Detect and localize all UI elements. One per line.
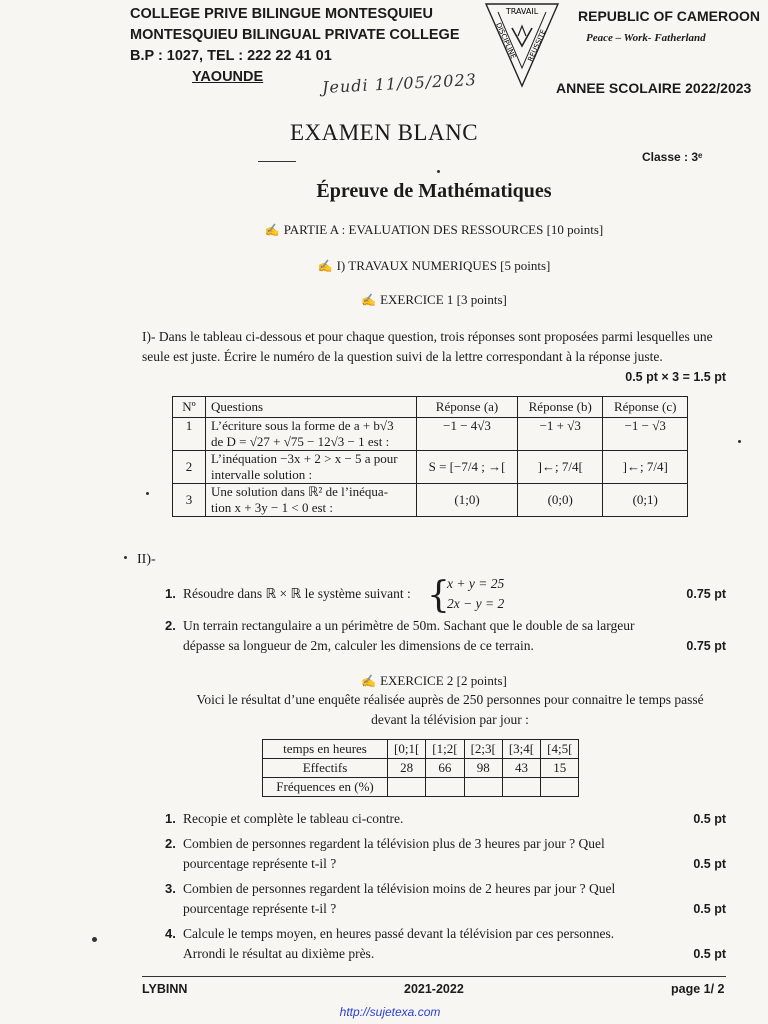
exam-title: EXAMEN BLANC [289, 120, 479, 145]
question-points: 0.75 pt [686, 639, 726, 653]
question-number: 1. [165, 811, 176, 826]
scan-speck [738, 440, 741, 443]
country-header [578, 8, 760, 44]
footer-page: page 1/ 2 [671, 982, 725, 996]
question-points: 0.5 pt [693, 947, 726, 961]
table-row [173, 451, 688, 484]
row-label: Fréquences en (%) [263, 778, 388, 797]
frequency-cell [426, 778, 464, 797]
handwritten-date: Jeudi 11/05/2023 [321, 69, 478, 98]
question-text [206, 484, 417, 517]
question-text: Un terrain rectangulaire a un périmètre de 50m. Sachant que le double de sa largeur dépasse sa longueur de 2m, calculer les dimensions de ce terrain. [183, 618, 635, 653]
question-number: 3 [173, 484, 206, 517]
question-text: Calcule le temps moyen, en heures passé devant la télévision par ces personnes. Arrondi le résultat au dixième près. [183, 926, 615, 961]
pen-icon: ✍ [361, 674, 377, 688]
title-divider [258, 161, 296, 162]
logo-text-top: TRAVAIL [505, 7, 539, 16]
question-line: Une solution dans ℝ² de l’inéqua- [211, 484, 389, 499]
effectif-cell: 66 [426, 759, 464, 778]
question-text: Combien de personnes regardent la télévision plus de 3 heures par jour ? Quel pourcentage représente t-il ? [183, 836, 605, 871]
question-line: tion x + 3y − 1 < 0 est : [211, 500, 334, 515]
answer-a: −1 − 4√3 [417, 418, 518, 451]
travaux-text: I) TRAVAUX NUMERIQUES [5 points] [336, 258, 551, 273]
scan-speck [146, 492, 149, 495]
brace-icon: { [427, 575, 450, 616]
question-line: intervalle solution : [211, 467, 313, 482]
question-line: Résoudre dans ℝ × ℝ le système suivant : [183, 586, 411, 601]
question-number: 2. [165, 618, 176, 633]
question-number: 2. [165, 836, 176, 851]
class-label: Classe : 3ᵉ [642, 150, 703, 164]
exercise-1-intro-text: I)- Dans le tableau ci-dessous et pour chaque question, trois réponses sont proposées parmi lesquelles une seule est juste. Écrire le numéro de la question suivi de la lettre correspondant à la réponse juste. [142, 329, 713, 364]
pen-icon: ✍ [361, 293, 377, 307]
school-logo [482, 2, 562, 94]
equation-2: 2x − y = 2 [447, 596, 505, 611]
table-row [173, 484, 688, 517]
exercise-2-intro [0, 690, 768, 730]
scan-speck [92, 937, 97, 942]
exercise-1-heading [0, 292, 768, 308]
table-row [173, 418, 688, 451]
subject-title: Épreuve de Mathématiques [316, 180, 552, 202]
question-text [206, 418, 417, 451]
footer-left: LYBINN [142, 982, 188, 996]
logo-text-left: DISCIPLINE [494, 21, 518, 61]
equation-1: x + y = 25 [447, 576, 505, 591]
answer-b: (0;0) [518, 484, 603, 517]
answer-b: −1 + √3 [518, 418, 603, 451]
answer-b: ]←; 7/4[ [518, 451, 603, 484]
class-cell: [3;4[ [502, 740, 540, 759]
table-row [263, 759, 579, 778]
header-cell: Réponse (b) [518, 397, 603, 418]
question-ex2-1 [165, 809, 726, 829]
school-city: YAOUNDE [192, 69, 264, 85]
school-year: ANNEE SCOLAIRE 2022/2023 [556, 80, 752, 96]
scan-speck [124, 556, 127, 559]
question-points: 0.75 pt [686, 587, 726, 601]
logo-text-right: REUSSITE [526, 28, 548, 63]
country-name: REPUBLIC OF CAMEROON [578, 8, 760, 24]
question-number: 2 [173, 451, 206, 484]
frequency-cell [464, 778, 502, 797]
row-label: temps en heures [263, 740, 388, 759]
question-text [165, 575, 726, 616]
question-text: Combien de personnes regardent la télévision moins de 2 heures par jour ? Quel pourcentage représente t-il ? [183, 881, 616, 916]
country-motto: Peace – Work- Fatherland [586, 32, 706, 44]
class-cell: [0;1[ [388, 740, 426, 759]
row-label: Effectifs [263, 759, 388, 778]
question-ii-2 [165, 616, 726, 656]
question-ex2-3 [165, 879, 726, 919]
table-row [263, 778, 579, 797]
pen-icon: ✍ [264, 223, 280, 237]
school-name-fr: COLLEGE PRIVE BILINGUE MONTESQUIEU [130, 6, 433, 22]
exercise-2-heading [0, 673, 768, 689]
effectif-cell: 28 [388, 759, 426, 778]
partie-a-text: PARTIE A : EVALUATION DES RESSOURCES [10 points] [283, 222, 604, 237]
header-cell: Réponse (a) [417, 397, 518, 418]
pen-icon: ✍ [317, 259, 333, 273]
exercise-2-intro-line: devant la télévision par jour : [371, 712, 529, 727]
frequency-table [262, 739, 579, 797]
effectif-cell: 98 [464, 759, 502, 778]
question-text: Recopie et complète le tableau ci-contre. [183, 811, 404, 826]
answer-a: (1;0) [417, 484, 518, 517]
question-ex2-4 [165, 924, 726, 964]
class-cell: [4;5[ [541, 740, 579, 759]
exercise-1-intro [142, 327, 726, 387]
answer-c: (0;1) [603, 484, 688, 517]
question-line: L’écriture sous la forme de a + b√3 [211, 418, 394, 433]
exercise-2-intro-line: Voici le résultat d’une enquête réalisée auprès de 250 personnes pour connaitre le temps passé [196, 692, 704, 707]
question-line: L’inéquation −3x + 2 > x − 5 a pour [211, 451, 398, 466]
answer-c: ]←; 7/4] [603, 451, 688, 484]
answer-c: −1 − √3 [603, 418, 688, 451]
class-cell: [1;2[ [426, 740, 464, 759]
table-row [263, 740, 579, 759]
question-text [206, 451, 417, 484]
exercise-1-text: EXERCICE 1 [3 points] [380, 292, 507, 307]
frequency-cell [541, 778, 579, 797]
travaux-heading [0, 258, 768, 274]
question-number: 1. [165, 586, 176, 601]
qcm-table [172, 396, 688, 517]
question-ex2-2 [165, 834, 726, 874]
table-header-row [173, 397, 688, 418]
effectif-cell: 15 [541, 759, 579, 778]
question-points: 0.5 pt [693, 812, 726, 826]
footer-center: 2021-2022 [404, 982, 464, 996]
question-points: 0.5 pt [693, 857, 726, 871]
source-link[interactable]: http://sujetexa.com [339, 1005, 441, 1019]
question-points: 0.5 pt [693, 902, 726, 916]
header-cell: Questions [206, 397, 417, 418]
answer-a: S = [−7/4 ; →[ [417, 451, 518, 484]
effectif-cell: 43 [502, 759, 540, 778]
question-number: 1 [173, 418, 206, 451]
question-line: de D = √27 + √75 − 12√3 − 1 est : [211, 434, 390, 449]
question-number: 4. [165, 926, 176, 941]
footer-divider [142, 976, 726, 977]
school-contact: B.P : 1027, TEL : 222 22 41 01 [130, 48, 332, 64]
header-cell: Réponse (c) [603, 397, 688, 418]
class-cell: [2;3[ [464, 740, 502, 759]
scan-speck [437, 170, 440, 173]
partie-a-heading [0, 222, 768, 238]
exercise-2-text: EXERCICE 2 [2 points] [380, 673, 507, 688]
part-2-label: II)- [137, 552, 156, 567]
exercise-1-points: 0.5 pt × 3 = 1.5 pt [625, 370, 726, 384]
frequency-cell [502, 778, 540, 797]
header-cell: Nº [173, 397, 206, 418]
school-name-en: MONTESQUIEU BILINGUAL PRIVATE COLLEGE [130, 27, 460, 43]
frequency-cell [388, 778, 426, 797]
question-number: 3. [165, 881, 176, 896]
